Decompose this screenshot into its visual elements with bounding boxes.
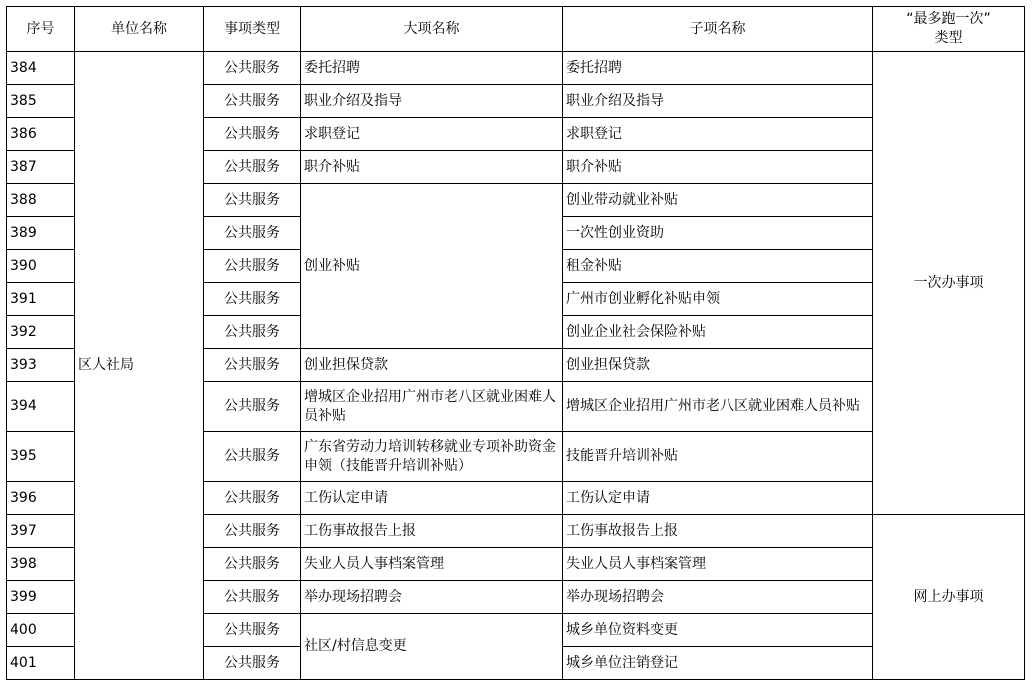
- row-type: 公共服务: [204, 382, 301, 432]
- row-no: 401: [7, 647, 75, 680]
- row-type: 公共服务: [204, 349, 301, 382]
- row-sub: 增城区企业招用广州市老八区就业困难人员补贴: [563, 382, 873, 432]
- run-type-once: 一次办事项: [873, 52, 1025, 515]
- row-type: 公共服务: [204, 432, 301, 482]
- row-major: 创业补贴: [301, 184, 563, 349]
- row-no: 396: [7, 482, 75, 515]
- row-type: 公共服务: [204, 184, 301, 217]
- row-no: 400: [7, 614, 75, 647]
- row-sub: 工伤认定申请: [563, 482, 873, 515]
- row-major: 广东省劳动力培训转移就业专项补助资金申领（技能晋升培训补贴）: [301, 432, 563, 482]
- row-type: 公共服务: [204, 515, 301, 548]
- row-no: 391: [7, 283, 75, 316]
- row-type: 公共服务: [204, 581, 301, 614]
- row-sub: 工伤事故报告上报: [563, 515, 873, 548]
- row-major: 职介补贴: [301, 151, 563, 184]
- row-major: 举办现场招聘会: [301, 581, 563, 614]
- row-type: 公共服务: [204, 151, 301, 184]
- row-type: 公共服务: [204, 217, 301, 250]
- header-major: 大项名称: [301, 7, 563, 52]
- row-major: 委托招聘: [301, 52, 563, 85]
- header-row: [7, 7, 1025, 52]
- row-no: 398: [7, 548, 75, 581]
- row-major: 工伤认定申请: [301, 482, 563, 515]
- row-no: 394: [7, 382, 75, 432]
- row-sub: 职业介绍及指导: [563, 85, 873, 118]
- row-no: 387: [7, 151, 75, 184]
- row-major: 工伤事故报告上报: [301, 515, 563, 548]
- row-sub: 城乡单位资料变更: [563, 614, 873, 647]
- row-sub: 委托招聘: [563, 52, 873, 85]
- row-sub: 失业人员人事档案管理: [563, 548, 873, 581]
- row-sub: 创业担保贷款: [563, 349, 873, 382]
- row-major: 失业人员人事档案管理: [301, 548, 563, 581]
- row-no: 389: [7, 217, 75, 250]
- row-major: 职业介绍及指导: [301, 85, 563, 118]
- row-sub: 职介补贴: [563, 151, 873, 184]
- row-no: 393: [7, 349, 75, 382]
- row-no: 397: [7, 515, 75, 548]
- row-sub: 创业带动就业补贴: [563, 184, 873, 217]
- row-type: 公共服务: [204, 614, 301, 647]
- header-unit: 单位名称: [75, 7, 204, 52]
- row-type: 公共服务: [204, 316, 301, 349]
- row-sub: 举办现场招聘会: [563, 581, 873, 614]
- row-type: 公共服务: [204, 118, 301, 151]
- header-run-line1: “最多跑一次”: [906, 11, 991, 27]
- row-no: 386: [7, 118, 75, 151]
- row-type: 公共服务: [204, 52, 301, 85]
- unit-name-cell: 区人社局: [75, 52, 204, 680]
- row-sub: 求职登记: [563, 118, 873, 151]
- table-row: [7, 52, 1025, 85]
- row-no: 399: [7, 581, 75, 614]
- run-type-online: 网上办事项: [873, 515, 1025, 680]
- row-no: 392: [7, 316, 75, 349]
- row-type: 公共服务: [204, 647, 301, 680]
- row-no: 388: [7, 184, 75, 217]
- row-type: 公共服务: [204, 548, 301, 581]
- row-major: 求职登记: [301, 118, 563, 151]
- row-no: 395: [7, 432, 75, 482]
- row-sub: 创业企业社会保险补贴: [563, 316, 873, 349]
- header-run-line2: 类型: [934, 30, 963, 46]
- row-sub: 租金补贴: [563, 250, 873, 283]
- row-type: 公共服务: [204, 482, 301, 515]
- header-seq: 序号: [7, 7, 75, 52]
- row-no: 390: [7, 250, 75, 283]
- row-type: 公共服务: [204, 283, 301, 316]
- row-type: 公共服务: [204, 250, 301, 283]
- row-sub: 城乡单位注销登记: [563, 647, 873, 680]
- row-type: 公共服务: [204, 85, 301, 118]
- header-sub: 子项名称: [563, 7, 873, 52]
- row-no: 384: [7, 52, 75, 85]
- row-sub: 技能晋升培训补贴: [563, 432, 873, 482]
- row-sub: 一次性创业资助: [563, 217, 873, 250]
- header-run-type: [873, 7, 1025, 52]
- header-type: 事项类型: [204, 7, 301, 52]
- services-table: [6, 6, 1025, 680]
- row-major: 增城区企业招用广州市老八区就业困难人员补贴: [301, 382, 563, 432]
- row-no: 385: [7, 85, 75, 118]
- row-major: 社区/村信息变更: [301, 614, 563, 680]
- row-sub: 广州市创业孵化补贴申领: [563, 283, 873, 316]
- row-major: 创业担保贷款: [301, 349, 563, 382]
